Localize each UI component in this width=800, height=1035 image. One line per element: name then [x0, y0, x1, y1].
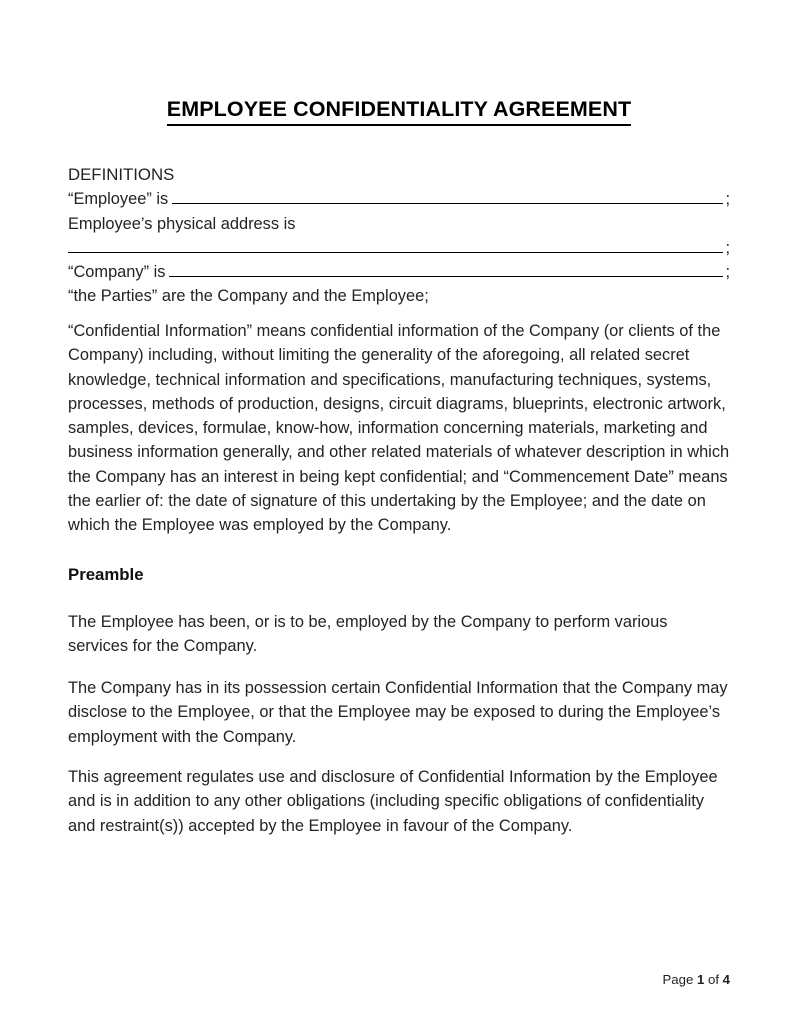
footer-total-pages: 4 — [722, 972, 730, 987]
definitions-section — [68, 163, 730, 309]
address-fill-row — [68, 236, 730, 260]
employee-fill-line[interactable] — [172, 189, 723, 204]
employee-fill-row — [68, 187, 730, 211]
definitions-heading: DEFINITIONS — [68, 165, 175, 184]
preamble-paragraph-2: The Company has in its possession certain Confidential Information that the Company may disclose to the Employee, or that the Employee may be exposed to during the Employee’s employment with the Company. — [68, 679, 728, 746]
parties-line: “the Parties” are the Company and the Employee; — [68, 287, 429, 306]
page-footer — [68, 972, 730, 987]
company-fill-row — [68, 260, 730, 284]
confidential-information-paragraph: “Confidential Information” means confidential information of the Company (or clients of the Company) including, without limiting the generality of the aforegoing, all related secret knowledge, technical information and specifications, manufacturing techniques, systems, processes, methods of production, designs, circuit diagrams, blueprints, electronic artwork, samples, devices, formulae, know-how, information concerning materials, marketing and business information generally, and other related materials of whatever description in which the Company has an interest in being kept confidential; and “Commencement Date” means the earlier of: the date of signature of this undertaking by the Employee; and the date on which the Employee was employed by the Company. — [68, 322, 730, 535]
preamble-paragraph-1: The Employee has been, or is to be, employed by the Company to perform various services for the Company. — [68, 613, 668, 656]
footer-prefix: Page — [662, 972, 697, 987]
company-fill-line[interactable] — [169, 262, 723, 277]
address-fill-line[interactable] — [68, 238, 723, 253]
footer-middle: of — [704, 972, 723, 987]
footer-current-page: 1 — [696, 972, 705, 987]
address-label: Employee’s physical address is — [68, 214, 296, 233]
page-title-text: EMPLOYEE CONFIDENTIALITY AGREEMENT — [167, 97, 632, 126]
employee-semicolon: ; — [725, 190, 730, 209]
preamble-paragraph-3: This agreement regulates use and disclosure of Confidential Information by the Employee and is in addition to any other obligations (including specific obligations of confidentiality and restraint(s)) accepted by the Employee in favour of the Company. — [68, 768, 718, 835]
page-title — [68, 97, 730, 126]
company-label: “Company” is — [68, 263, 166, 282]
employee-label: “Employee” is — [68, 190, 169, 209]
address-semicolon: ; — [725, 238, 730, 257]
preamble-heading: Preamble — [68, 565, 144, 584]
company-semicolon: ; — [725, 263, 730, 282]
